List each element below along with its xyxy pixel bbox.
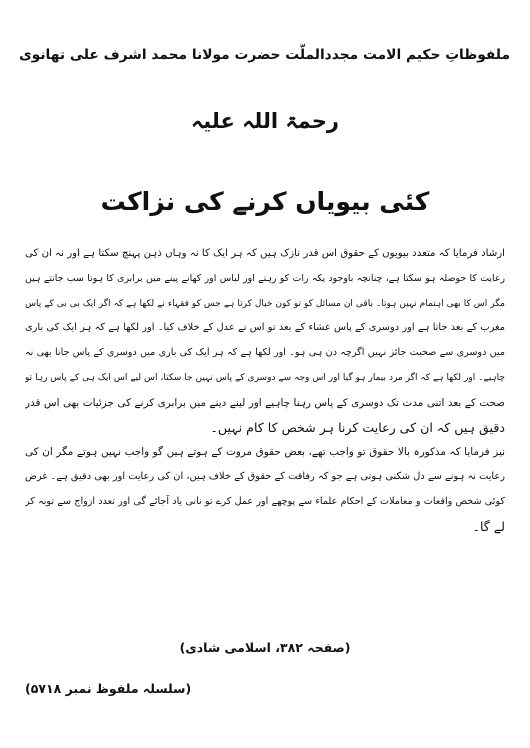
article-heading: کئی بیویاں کرنے کی نزاکت: [100, 187, 430, 216]
body-line: کوئی شخص واقعات و معاملات کے احکام علماء سے پوچھے اور عمل کرے تو نانی یاد آجائے گی اور تعدد ازواج سے توبہ کر: [25, 495, 505, 507]
page-reference: (صفحہ ۳۸۲، اسلامی شادی): [179, 640, 351, 655]
title-line-1: ملفوظاتِ حکیم الامت مجددالملّت حضرت مولانا محمد اشرف علی تھانوی: [19, 47, 510, 63]
body-line: دقیق ہیں کہ ان کی رعایت کرنا ہر شخص کا کام نہیں۔: [210, 419, 505, 435]
series-reference: (سلسلہ ملفوظ نمبر ۵۷۱۸): [25, 681, 192, 696]
body-line: رعایت نہ ہونے سے دل شکنی ہوتی ہے جو کہ رفاقت کے حقوق کے خلاف ہیں، ان کی رعایت اور بھی دقیق ہے۔ غرض: [25, 471, 505, 483]
body-line: لے گا۔: [472, 518, 505, 534]
article-body: [25, 242, 505, 540]
body-line: رعایت کا حوصلہ ہو سکتا ہے، چنانچہ باوجود یکہ رات کو رہنے اور لباس اور کھانے پینے میں برابری کا ہونا سب جانتے ہیں: [25, 272, 505, 284]
body-line: مگر اس کا بھی اہتمام نہیں ہوتا۔ باقی ان مسائل کو تو کون خیال کرتا ہے جس کو فقہاء نے لکھا ہے کہ اگر ایک بی بی کے پاس: [25, 298, 505, 309]
body-line: چاہیے۔ اور لکھا ہے کہ اگر مرد بیمار ہو گیا اور اس وجہ سے دوسری کے پاس نہیں جا سکتا، اس لیے اس ایک ہی کے پاس رہا تو: [25, 372, 505, 383]
body-line: ارشاد فرمایا کہ متعدد بیویوں کے حقوق اس قدر نازک ہیں کہ ہر ایک کا نہ وہاں ذہن پہنچ سکتا ہے اور نہ ان کی: [25, 248, 505, 259]
body-line: میں دوسری سے صحبت جائز نہیں اگرچہ دن ہی ہو۔ اور لکھا ہے کہ ہر ایک کی باری میں دوسری کے پاس جانا بھی نہ: [25, 347, 505, 359]
body-line: نیز فرمایا کہ مذکورہ بالا حقوق تو واجب تھے، بعض حقوق مروت کے ہوتے ہیں گو واجب نہیں ہوتے مگر ان کی: [25, 446, 505, 459]
body-line: صحت کے بعد اتنی مدت تک دوسری کے پاس رہنا چاہیے اور لینے دینے میں برابری کرنے کی جزئیات بھی اس قدر: [25, 396, 505, 409]
title-line-2: رحمۃ اللہ علیہ: [191, 109, 339, 133]
body-line: مغرب کے بعد جاتا ہے اور دوسری کے پاس عشاء کے بعد تو اس نے عدل کے خلاف کیا۔ اور لکھا ہے کہ ہر ایک کی باری: [25, 322, 505, 334]
